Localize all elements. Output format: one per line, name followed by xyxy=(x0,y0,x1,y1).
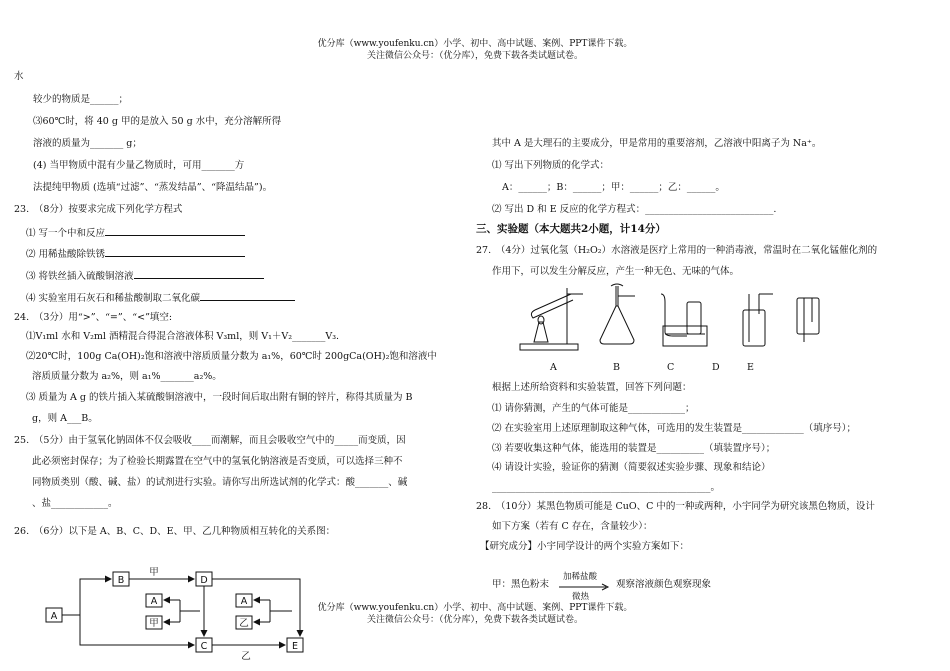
q23-item-1 xyxy=(26,225,245,240)
apparatus-label-C: C xyxy=(667,362,675,373)
right-line-5: 根据上述所给资料和实验装置，回答下列问题： xyxy=(492,382,692,393)
node-A-small-1: A xyxy=(150,596,158,607)
question-25-line-3: 同物质类别（酸、碱、盐）的试剂进行实验。请你写出所选试剂的化学式：酸_______、碱 xyxy=(32,477,408,488)
node-A: A xyxy=(50,611,58,622)
right-line-8: ⑶ 若要收集这种气体，能选用的装置是__________（填装置序号）； xyxy=(492,443,776,454)
right-line-1: 其中 A 是大理石的主要成分，甲是常用的重要溶剂，乙溶液中阳离子为 Na⁺。 xyxy=(492,138,822,149)
q23-item-3-text: ⑶ 将铁丝插入硫酸铜溶液 xyxy=(26,271,134,282)
node-jia-small: 甲 xyxy=(149,618,159,629)
question-27-line-2: 作用下，可以发生分解反应，产生一种无色、无味的气体。 xyxy=(492,266,740,277)
right-line-9: ⑷ 请设计实验，验证你的猜测（简要叙述实验步骤、现象和结论） xyxy=(492,462,771,473)
node-D: D xyxy=(200,575,208,586)
plan-jia-result: 观察溶液颜色观察现象 xyxy=(616,579,712,590)
reaction-arrow xyxy=(558,583,610,591)
answer-blank[interactable] xyxy=(105,225,245,236)
q24-item-2a: ⑵20℃时，100g Ca(OH)₂饱和溶液中溶质质量分数为 a₁%，60℃时 200gCa(OH)₂饱和溶液中 xyxy=(26,351,437,362)
question-23: 23. （8分）按要求完成下列化学方程式 xyxy=(14,204,183,215)
apparatus-label-D: D xyxy=(712,362,720,373)
arrow-bottom-label: 微热 xyxy=(572,592,590,602)
question-24: 24. （3分）用“>”、“=”、“<”填空: xyxy=(14,312,173,323)
edge-label-yi: 乙 xyxy=(241,651,251,662)
question-26: 26. （6分）以下是 A、B、C、D、E、甲、乙几种物质相互转化的关系图： xyxy=(14,526,336,537)
q24-item-2b: 溶质质量分数为 a₂%，则 a₁%_______a₂%。 xyxy=(32,371,222,382)
right-line-3: A：______；B：______；甲：______；乙：______。 xyxy=(502,182,725,193)
question-25-line-2: 此必须密封保存；为了检验长期露置在空气中的氢氧化钠溶液是否变质，可以选择三种不 xyxy=(32,456,403,467)
left-line-2: 较少的物质是______； xyxy=(33,94,129,105)
left-line-4: 溶液的质量为_______ g； xyxy=(33,138,142,149)
left-line-1: 水 xyxy=(14,71,24,82)
apparatus-figure xyxy=(515,282,835,374)
answer-blank[interactable] xyxy=(105,246,245,257)
apparatus-label-A: A xyxy=(550,362,557,373)
left-line-5: (4) 当甲物质中混有少量乙物质时，可用_______方 xyxy=(33,160,245,171)
question-25-line-1: 25. （5分）由于氢氧化钠固体不仅会吸收____而潮解，而且会吸收空气中的_____而变质，因 xyxy=(14,435,406,446)
node-C: C xyxy=(200,641,208,652)
q24-item-1: ⑴V₁ml 水和 V₂ml 酒精混合得混合溶液体积 V₃ml，则 V₁＋V₂_______V₃. xyxy=(26,331,340,342)
q23-item-4 xyxy=(26,290,295,305)
apparatus-label-B: B xyxy=(613,362,620,373)
q23-item-2 xyxy=(26,246,245,261)
q23-item-3 xyxy=(26,268,264,283)
question-28-line-1: 28. （10分）某黑色物质可能是 CuO、C 中的一种或两种，小宇同学为研究该黑色物质，设计 xyxy=(476,501,875,512)
plan-jia-label: 甲：黑色粉末 xyxy=(492,579,550,590)
edge-label-jia: 甲 xyxy=(149,567,159,578)
q23-item-4-text: ⑷ 实验室用石灰石和稀盐酸制取二氧化碳 xyxy=(26,293,201,304)
question-27-line-1: 27. （4分）过氧化氢（H₂O₂）水溶液是医疗上常用的一种消毒液，常温时在二氧化锰催化剂的 xyxy=(476,245,878,256)
watermark-footer-line2: 关注微信公众号：（优分库），免费下载各类试题试卷。 xyxy=(366,615,583,625)
arrow-top-label: 加稀盐酸 xyxy=(563,572,598,582)
watermark-footer-line1: 优分库（www.youfenku.cn）小学、初中、高中试题、案例、PPT课件下载。 xyxy=(317,603,633,613)
answer-blank[interactable] xyxy=(200,290,295,301)
left-line-3: ⑶60℃时，将 40 g 甲的是放入 50 g 水中，充分溶解所得 xyxy=(33,116,282,127)
watermark-header-line1: 优分库（www.youfenku.cn）小学、初中、高中试题、案例、PPT课件下载。 xyxy=(317,39,633,49)
node-A-small-2: A xyxy=(240,596,248,607)
question-25-line-4: 、盐____________。 xyxy=(32,498,118,509)
right-line-4: ⑵ 写出 D 和 E 反应的化学方程式：___________________________. xyxy=(492,204,777,215)
apparatus-label-E: E xyxy=(747,362,754,373)
watermark-header-line2: 关注微信公众号：（优分库），免费下载各类试题试卷。 xyxy=(366,51,583,61)
answer-blank[interactable] xyxy=(134,268,264,279)
right-line-10: ______________________________________________。 xyxy=(492,482,721,493)
right-line-2: ⑴ 写出下列物质的化学式： xyxy=(492,160,610,171)
q24-item-3b: g，则 A___B。 xyxy=(32,413,98,424)
section-3-title: 三、实验题（本大题共2小题，计14分） xyxy=(476,223,666,235)
right-line-6: ⑴ 请你猜测，产生的气体可能是____________； xyxy=(492,403,695,414)
node-yi-small: 乙 xyxy=(239,618,249,629)
research-components-heading: 【研究成分】小宇同学设计的两个实验方案如下： xyxy=(480,541,690,552)
right-line-7: ⑵ 在实验室用上述原理制取这种气体，可选用的发生装置是_____________（填序号）； xyxy=(492,423,857,434)
node-E: E xyxy=(291,641,299,652)
q23-item-1-text: ⑴ 写一个中和反应 xyxy=(26,228,106,239)
node-B: B xyxy=(117,575,125,586)
left-line-6: 法提纯甲物质 (选填“过滤”、“蒸发结晶”、“降温结晶”)。 xyxy=(33,182,273,193)
q24-item-3a: ⑶ 质量为 A g 的铁片插入某硫酸铜溶液中，一段时间后取出附有铜的锌片，称得其质量为 B xyxy=(26,392,413,403)
q23-item-2-text: ⑵ 用稀盐酸除铁锈 xyxy=(26,249,106,260)
question-28-line-2: 如下方案（若有 C 存在，含量较少）： xyxy=(492,521,653,532)
